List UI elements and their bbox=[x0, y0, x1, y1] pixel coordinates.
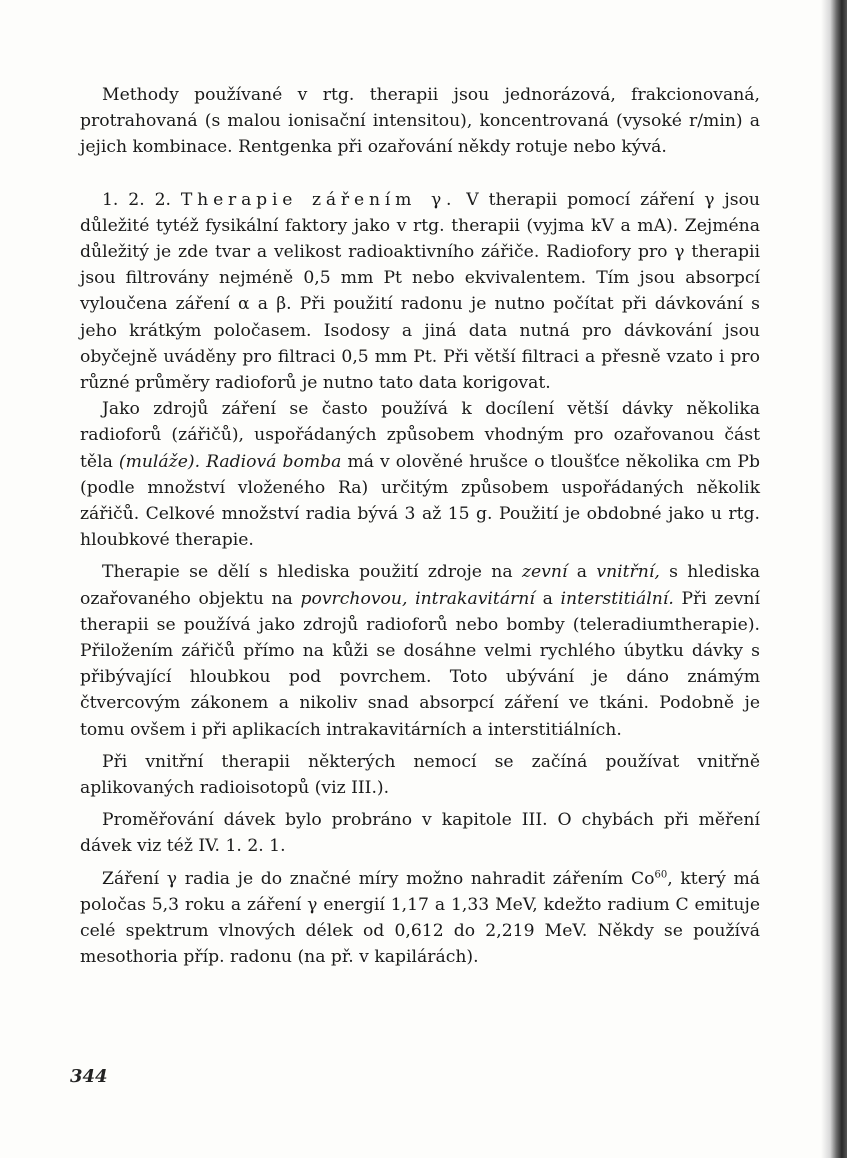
italic-term: zevní bbox=[521, 562, 568, 583]
paragraph-cobalt bbox=[80, 866, 760, 971]
paragraph-dose-measurement: Proměřování dávek bylo probráno v kapitole III. O chybách při měření dávek viz též IV. 1. 2. 1. bbox=[80, 810, 760, 857]
page-number: 344 bbox=[70, 1066, 108, 1087]
text-run: a bbox=[542, 588, 553, 609]
text-run: Jako zdrojů záření se často používá k docílení větší dávky několika radioforů (zářičů), uspořádaných způsobem vhodným pro ozařovanou část těla bbox=[80, 399, 760, 472]
italic-term: povrchovou, intrakavitární bbox=[300, 588, 535, 609]
paragraph-gamma-therapy bbox=[80, 187, 760, 397]
text-run: Záření γ radia je do značné míry možno nahradit zářením Co bbox=[102, 868, 655, 889]
text-run: s hlediska ozařovaného objektu na bbox=[80, 562, 760, 609]
text-run: Při zevní therapii se používá jako zdrojů radioforů nebo bomby (teleradiumtherapie). Přiložením zářičů přímo na kůži se dosáhne velmi rychlého úbytku dávky s přibývající hloubkou pod povrchem. Toto ubývání je dáno známým čtvercovým zákonem a nikoliv snad absorpcí záření ve tkáni. Podobně je tomu ovšem i při aplikacích intrakavitárních a interstitiálních. bbox=[80, 588, 760, 740]
paragraph-internal-therapy: Při vnitřní therapii některých nemocí se začíná používat vnitřně aplikovaných radioisotopů (viz III.). bbox=[80, 751, 760, 799]
body-text bbox=[80, 82, 760, 971]
text-run: a bbox=[576, 562, 588, 583]
section-text: V therapii pomocí záření γ jsou důležité tytéž fysikální faktory jako v rtg. therapii (vyjma kV a mA). Zejména důležitý je zde tvar a velikost radioaktivního zářiče. Radiofory pro γ therapii jsou filtrovány nejméně 0,5 mm Pt nebo ekvivalentem. Tím jsou absorpcí vyloučena záření α a β. Při použití radonu je nutno počítat při dávkování s jeho krátkým poločasem. Isodosy a jiná data nutná pro dávkování jsou obyčejně uváděny pro filtraci 0,5 mm Pt. Při větší filtraci a přesně vzato i pro různé průměry radioforů je nutno tato data korigovat. bbox=[80, 189, 760, 394]
superscript: 60 bbox=[654, 868, 668, 880]
paragraph-radiofors bbox=[80, 396, 760, 553]
italic-term: interstitiální. bbox=[560, 588, 674, 609]
paragraph-therapy-division bbox=[80, 559, 760, 742]
italic-term: vnitřní, bbox=[596, 562, 660, 583]
text-run: , který má poločas 5,3 roku a záření γ energií 1,17 a 1,33 MeV, kdežto radium C emituje celé spektrum vlnových délek od 0,612 do 2,219 MeV. Někdy se používá mesothoria příp. radonu (na př. v kapilárách). bbox=[80, 868, 761, 968]
book-spine-shadow bbox=[821, 0, 847, 1158]
italic-term: (muláže). Radiová bomba bbox=[118, 451, 342, 472]
text-run: má v olověné hrušce o tloušťce několika cm Pb (podle množství vloženého Ra) určitým způsobem uspořádaných několik zářičů. Celkové množství radia bývá 3 až 15 g. Použití je obdobné jako u rtg. hloubkové therapie. bbox=[80, 451, 760, 551]
section-heading: Therapie zářením γ. bbox=[180, 189, 457, 210]
paragraph-rtg-methods: Methody používané v rtg. therapii jsou jednorázová, frakcionovaná, protrahovaná (s malou ionisační intensitou), koncentrovaná (vysoké r/min) a jejich kombinace. Rentgenka při ozařování někdy rotuje nebo kývá. bbox=[80, 85, 760, 158]
section-number: 1. 2. 2. bbox=[102, 189, 171, 210]
text-run: Therapie se dělí s hlediska použití zdroje na bbox=[102, 562, 513, 583]
